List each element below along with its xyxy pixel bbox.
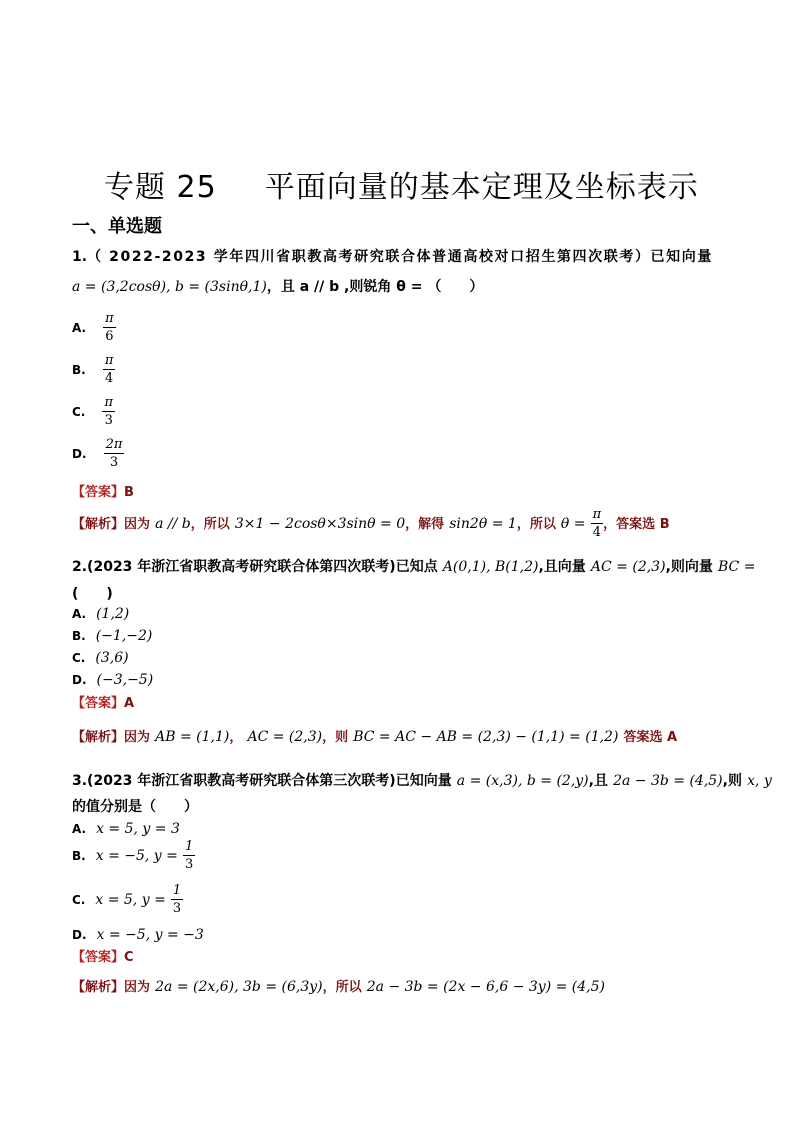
q1-analysis-math4-pre: θ =	[560, 516, 586, 532]
q2-options-3-label: D.	[72, 673, 87, 687]
q3-stem-line2: 的值分别是（ ）	[72, 799, 198, 815]
q3-options-3-label: D.	[72, 928, 87, 942]
q3-options-0-label: A.	[72, 822, 87, 836]
q1-option-c-frac	[102, 396, 115, 427]
q2-options-2-label: C.	[72, 651, 86, 665]
q1-options-0-num: π	[105, 311, 114, 326]
q1-options-1-label: B.	[72, 363, 86, 377]
q1-stem-text: （ 2022-2023 学年四川省职教高考研究联合体普通高校对口招生第四次联考）已知向量	[87, 249, 713, 265]
q1-analysis-text2: ，所以	[190, 517, 230, 532]
q1-options-3-num: 2π	[105, 437, 123, 452]
q2-option-a	[72, 603, 129, 622]
q1-analysis-math1: a // b	[155, 516, 191, 532]
q1-options-3-label: D.	[72, 447, 87, 461]
q3-analysis-math2: 2a − 3b = (2x − 6,6 − 3y) = (4,5)	[366, 979, 605, 995]
q2-stem-line2: ( )	[72, 586, 113, 602]
q1-analysis-label: 【解析】	[72, 517, 125, 532]
q2-options-1-value: (−1,−2)	[95, 628, 153, 644]
q2-analysis	[72, 726, 677, 745]
q1-option-b	[72, 354, 115, 385]
q3-option-c-frac	[171, 884, 183, 915]
q1-options-0-den: 6	[105, 329, 114, 344]
q3-line1-text: 3.(2023 年浙江省职教高考研究联合体第三次联考)已知向量	[72, 773, 452, 789]
q3-analysis-label: 【解析】	[72, 980, 125, 995]
q2-analysis-math2: AC = (2,3)	[247, 729, 323, 745]
q2-analysis-text3: 答案选 A	[623, 730, 678, 745]
q1-analysis-text3: ，解得	[405, 517, 445, 532]
q2-stem-line1	[72, 556, 755, 576]
q1-options-1-den: 4	[104, 371, 114, 386]
q1-analysis-text1: 因为	[124, 517, 151, 532]
q3-options-1-num: 1	[184, 839, 194, 854]
page-title	[104, 162, 699, 206]
q1-options-1-num: π	[104, 353, 114, 368]
q2-line1-math3: BC =	[717, 559, 756, 575]
q3-line1-text3: ,则	[722, 773, 742, 789]
q1-stem-line1	[72, 246, 713, 266]
q1-answer-value: B	[124, 485, 134, 500]
q1-analysis-math3: sin2θ = 1	[449, 516, 517, 532]
q3-line1-math3: x, y	[747, 773, 772, 789]
q2-option-b	[72, 625, 152, 644]
q3-analysis-text1: 因为	[124, 980, 151, 995]
q3-options-2-den: 3	[172, 901, 182, 916]
q3-analysis-text2: ，所以	[322, 980, 362, 995]
q1-stem-math: a = (3,2cosθ), b = (3sinθ,1)	[72, 279, 267, 295]
q3-option-b-frac	[183, 840, 195, 871]
q2-answer-value: A	[124, 696, 135, 711]
q2-answer	[72, 692, 134, 711]
q3-answer	[72, 946, 134, 965]
q2-options-0-value: (1,2)	[96, 606, 130, 622]
q2-analysis-math1: AB = (1,1)	[155, 729, 230, 745]
q3-line1-math1: a = (x,3), b = (2,y)	[456, 773, 589, 789]
q3-option-d	[72, 924, 204, 943]
q3-line1-text2: ,且	[588, 773, 608, 789]
q1-options-2-num: π	[104, 395, 114, 410]
q3-options-2-pre: x = 5, y =	[95, 892, 166, 908]
q3-line1-math2: 2a − 3b = (4,5)	[613, 773, 723, 789]
q1-analysis-text4: ，所以	[516, 517, 556, 532]
q1-option-a	[72, 312, 116, 343]
q3-options-0-value: x = 5, y = 3	[96, 821, 180, 837]
title-part2: 平面向量的基本定理及坐标表示	[264, 170, 699, 205]
q2-option-c	[72, 647, 129, 666]
q1-options-2-den: 3	[104, 413, 113, 428]
q1-option-c	[72, 396, 115, 427]
q3-analysis	[72, 976, 605, 995]
q1-analysis-frac-num: π	[592, 507, 602, 522]
q3-options-1-den: 3	[184, 857, 194, 872]
q1-stem-line2	[72, 276, 483, 296]
q3-options-1-pre: x = −5, y =	[95, 848, 178, 864]
q1-answer-label: 【答案】	[72, 485, 125, 500]
q1-analysis	[72, 508, 670, 539]
q2-analysis-math3: BC = AC − AB = (2,3) − (1,1) = (1,2)	[353, 729, 619, 745]
q3-option-a	[72, 818, 180, 837]
q2-line1-text3: ,则向量	[665, 559, 713, 575]
q2-analysis-label: 【解析】	[72, 730, 125, 745]
q2-line1-text: 2.(2023 年浙江省职教高考研究联合体第四次联考)已知点	[72, 559, 438, 575]
q2-options-1-label: B.	[72, 629, 86, 643]
q1-analysis-frac	[591, 508, 604, 539]
q3-options-3-value: x = −5, y = −3	[96, 927, 204, 943]
section-heading: 一、单选题	[72, 216, 162, 237]
q1-options-2-label: C.	[72, 405, 86, 419]
q3-option-c	[72, 884, 183, 915]
q3-option-b	[72, 840, 195, 871]
q2-analysis-text2: ，则	[322, 730, 349, 745]
q2-options-2-value: (3,6)	[95, 650, 129, 666]
q1-answer	[72, 481, 134, 500]
q2-line1-math1: A(0,1), B(1,2)	[442, 559, 539, 575]
q2-answer-label: 【答案】	[72, 696, 125, 711]
q1-analysis-frac-den: 4	[592, 525, 602, 540]
q1-options-3-den: 3	[109, 455, 119, 470]
q2-option-d	[72, 669, 153, 688]
q2-options-3-value: (−3,−5)	[96, 672, 154, 688]
q1-option-b-frac	[103, 354, 116, 385]
q1-option-d-frac	[104, 438, 125, 469]
q3-answer-value: C	[124, 950, 134, 965]
text-fragment: ，	[229, 730, 243, 745]
q1-option-a-frac	[103, 312, 116, 343]
q1-option-d	[72, 438, 124, 469]
title-part1: 专题 25	[104, 170, 217, 205]
q3-stem-line1	[72, 770, 772, 790]
q3-options-2-label: C.	[72, 893, 86, 907]
q1-analysis-text5: ，答案选 B	[603, 517, 670, 532]
q1-number: 1.	[72, 249, 88, 265]
q1-stem-text2: ，且 a // b ,则锐角 θ = （ ）	[266, 279, 484, 295]
q3-options-1-label: B.	[72, 849, 86, 863]
q3-answer-label: 【答案】	[72, 950, 125, 965]
q1-options-0-label: A.	[72, 321, 87, 335]
q1-analysis-math2: 3×1 − 2cosθ×3sinθ = 0	[234, 516, 406, 532]
q3-options-2-num: 1	[172, 883, 182, 898]
q2-analysis-text1: 因为	[124, 730, 151, 745]
q2-line1-math2: AC = (2,3)	[590, 559, 666, 575]
q2-options-0-label: A.	[72, 607, 87, 621]
q2-line1-text2: ,且向量	[538, 559, 586, 575]
q3-analysis-math1: 2a = (2x,6), 3b = (6,3y)	[155, 979, 323, 995]
